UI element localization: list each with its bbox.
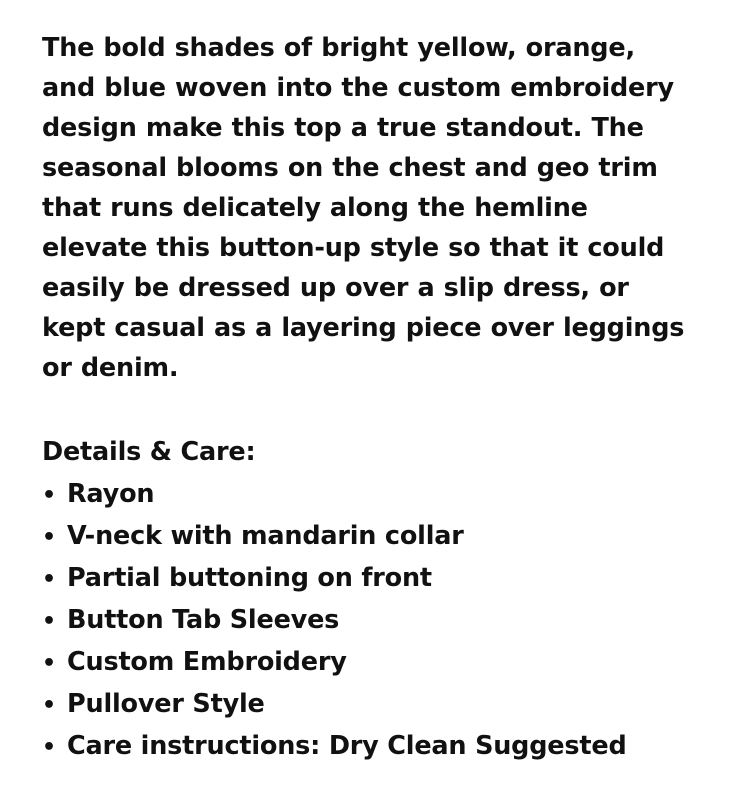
list-item — [42, 516, 694, 558]
bullet-icon: • — [42, 651, 56, 676]
bullet-icon: • — [42, 735, 56, 760]
bullet-icon: • — [42, 609, 56, 634]
bullet-icon: • — [42, 567, 56, 592]
list-item — [42, 600, 694, 642]
details-and-care-list — [42, 474, 694, 768]
list-item-label: Custom Embroidery — [67, 647, 347, 677]
list-item-label: Rayon — [67, 479, 155, 509]
list-item — [42, 684, 694, 726]
bullet-icon: • — [42, 693, 56, 718]
list-item-label: Button Tab Sleeves — [67, 605, 340, 635]
product-description-paragraph: The bold shades of bright yellow, orange, and blue woven into the custom embroidery design make this top a true standout. The seasonal blooms on the chest and geo trim that runs delicately along the hemline elevate this button-up style so that it could easily be dressed up over a slip dress, or kept casual as a layering piece over leggings or denim. — [42, 33, 685, 383]
list-item — [42, 558, 694, 600]
list-item — [42, 474, 694, 516]
list-item-label: Partial buttoning on front — [67, 563, 432, 593]
list-item-label: V-neck with mandarin collar — [67, 521, 464, 551]
bullet-icon: • — [42, 525, 56, 550]
details-and-care-section — [42, 432, 694, 768]
list-item — [42, 726, 694, 768]
list-item — [42, 642, 694, 684]
list-item-label: Care instructions: Dry Clean Suggested — [67, 731, 627, 761]
bullet-icon: • — [42, 483, 56, 508]
list-item-label: Pullover Style — [67, 689, 265, 719]
details-and-care-heading: Details & Care: — [42, 437, 256, 467]
